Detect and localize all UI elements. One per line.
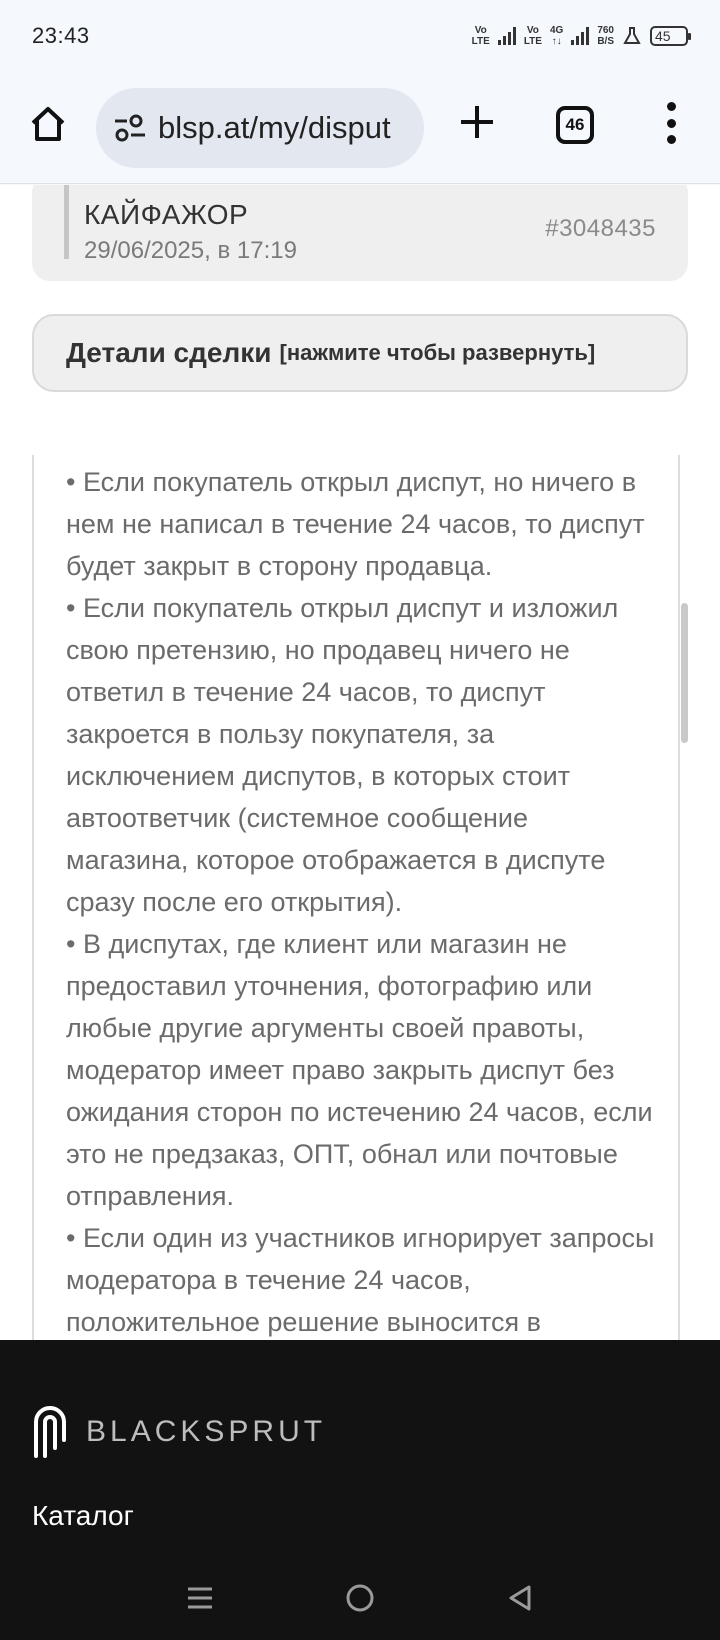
catalog-link[interactable]: Каталог <box>32 1500 134 1531</box>
tab-switcher-button[interactable] <box>556 106 594 144</box>
battery-icon <box>650 26 688 46</box>
shop-name[interactable]: КАЙФАЖОР <box>84 199 249 230</box>
status-icons <box>472 25 688 47</box>
details-hint: [нажмите чтобы развернуть] <box>279 340 596 365</box>
address-bar[interactable] <box>96 88 424 168</box>
circle-icon <box>344 1582 376 1614</box>
flask-icon <box>622 26 642 46</box>
tab-count: 46 <box>565 115 585 134</box>
brand-name: BLACKSPRUT <box>86 1415 327 1448</box>
details-title: Детали сделки <box>66 337 272 368</box>
deal-details-button[interactable] <box>32 314 688 392</box>
more-vertical-icon[interactable] <box>660 98 682 148</box>
rule-item: • В диспутах, где клиент или магазин не предоставил уточнения, фотографию или любые другие аргументы своей правоты, модератор имеет право закрыть диспут без ожидания сторон по истечению 24 часов, если это не предзаказ, ОПТ, обнал или почтовые отправления. <box>66 929 653 1211</box>
blacksprut-logo-icon <box>32 1406 68 1458</box>
order-id: #3048435 <box>545 215 656 242</box>
network-speed: 760 B/S <box>597 25 614 47</box>
order-date: 29/06/2025, в 17:19 <box>84 237 297 264</box>
triangle-back-icon <box>505 1583 535 1613</box>
new-tab-button[interactable] <box>455 100 499 144</box>
home-button[interactable] <box>26 102 70 146</box>
rule-item: • Если покупатель открыл диспут, но ничего в нем не написал в течение 24 часов, то диспут будет закрыт в сторону продавца. <box>66 467 645 581</box>
signal-2-icon <box>571 27 589 45</box>
page-content <box>0 185 720 1388</box>
menu-lines-icon <box>185 1583 215 1613</box>
rule-item: • Если покупатель открыл диспут и изложил свою претензию, но продавец ничего не ответил в течение 24 часов, то диспут закроется в пользу покупателя, за исключением диспутов, в которых стоит автоответчик (системное сообщение магазина, которое отображается в диспуте сразу после его открытия). <box>66 593 619 917</box>
quote-bar <box>64 185 69 259</box>
signal-1-icon <box>498 27 516 45</box>
rules-text <box>66 461 656 1343</box>
recents-button[interactable] <box>180 1578 220 1618</box>
back-button[interactable] <box>500 1578 540 1618</box>
volte-1-indicator: Vo LTE <box>471 25 490 47</box>
rules-panel[interactable] <box>32 455 680 1388</box>
rule-item: • Если один из участников игнорирует запросы модератора в течение 24 часов, положительное решение выносится в <box>66 1223 655 1337</box>
system-nav-bar <box>0 1556 720 1640</box>
order-card <box>32 185 688 281</box>
volte-2-indicator: Vo LTE <box>523 25 542 47</box>
home-icon <box>28 104 68 144</box>
home-nav-button[interactable] <box>340 1578 380 1618</box>
network-type: 4G ↑↓ <box>549 25 564 47</box>
browser-toolbar <box>0 72 720 184</box>
scrollbar-thumb[interactable] <box>681 603 688 743</box>
battery-level: 45 <box>655 28 671 44</box>
tune-icon[interactable] <box>112 110 148 146</box>
brand[interactable] <box>32 1406 326 1458</box>
status-time: 23:43 <box>32 23 90 48</box>
status-bar <box>0 0 720 72</box>
url-text: blsp.at/my/disput <box>158 110 391 145</box>
